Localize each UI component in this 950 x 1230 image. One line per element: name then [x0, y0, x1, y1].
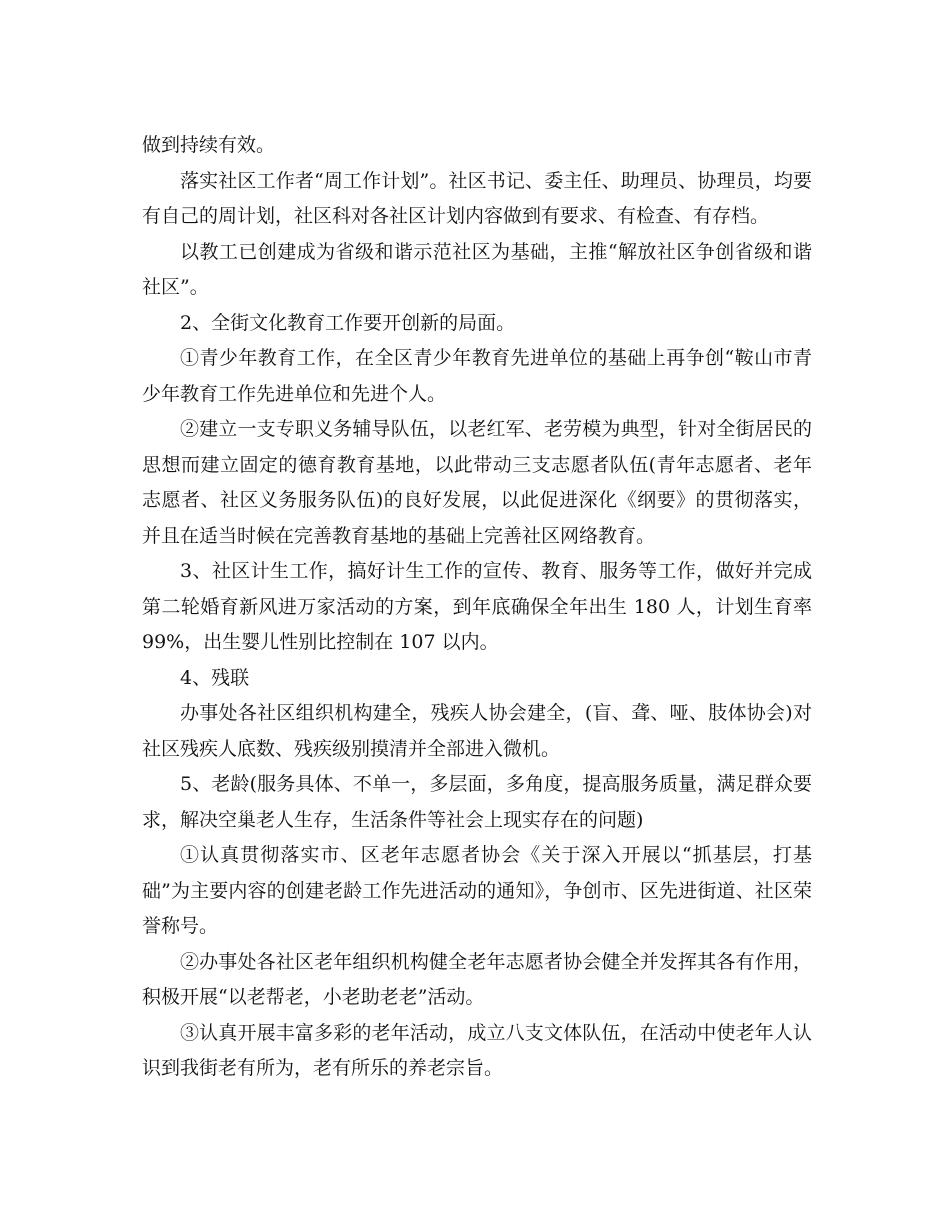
paragraph-continuation: 做到持续有效。 [142, 134, 276, 156]
paragraph-disabled-association: 办事处各社区组织机构建全，残疾人协会建全，(盲、聋、哑、肢体协会)对社区残疾人底数、残疾级别摸清并全部进入微机。 [142, 702, 812, 760]
paragraph-harmonious-community: 以教工已创建成为省级和谐示范社区为基础，主推“解放社区争创省级和谐社区”。 [142, 240, 812, 298]
paragraph-volunteer-team: ②建立一支专职义务辅导队伍，以老红军、老劳模为典型，针对全街居民的思想而建立固定的德育教育基地，以此带动三支志愿者队伍(青年志愿者、老年志愿者、社区义务服务队伍)的良好发展，以此促进深化《纲要》的贯彻落实，并且在适当时候在完善教育基地的基础上完善社区网络教育。 [142, 418, 812, 547]
paragraph-elderly-notice: ①认真贯彻落实市、区老年志愿者协会《关于深入开展以“抓基层，打基础”为主要内容的创建老龄工作先进活动的通知》，争创市、区先进街道、社区荣誉称号。 [142, 844, 812, 937]
paragraph-youth-education: ①青少年教育工作，在全区青少年教育先进单位的基础上再争创“鞍山市青少年教育工作先进单位和先进个人。 [142, 347, 812, 405]
paragraph-heading-disabled: 4、残联 [180, 666, 250, 689]
paragraph-family-planning: 3、社区计生工作，搞好计生工作的宣传、教育、服务等工作，做好并完成第二轮婚育新风进万家活动的方案，到年底确保全年出生 180 人，计划生育率 99%，出生婴儿性别比控制在 107 以内。 [142, 560, 812, 653]
paragraph-weekly-plan: 落实社区工作者“周工作计划”。社区书记、委主任、助理员、协理员，均要有自己的周计划，社区科对各社区计划内容做到有要求、有检查、有存档。 [142, 169, 812, 227]
paragraph-heading-culture-education: 2、全街文化教育工作要开创新的局面。 [180, 311, 516, 334]
paragraph-elderly-activities: ③认真开展丰富多彩的老年活动，成立八支文体队伍，在活动中使老年人认识到我街老有所为，老有所乐的养老宗旨。 [142, 1021, 812, 1079]
document-body [142, 128, 812, 1087]
paragraph-elderly-organization: ②办事处各社区老年组织机构健全老年志愿者协会健全并发挥其各有作用，积极开展“以老帮老，小老助老老”活动。 [142, 950, 812, 1008]
paragraph-heading-elderly: 5、老龄(服务具体、不单一，多层面，多角度，提高服务质量，满足群众要求，解决空巢老人生存，生活条件等社会上现实存在的问题) [142, 773, 812, 831]
